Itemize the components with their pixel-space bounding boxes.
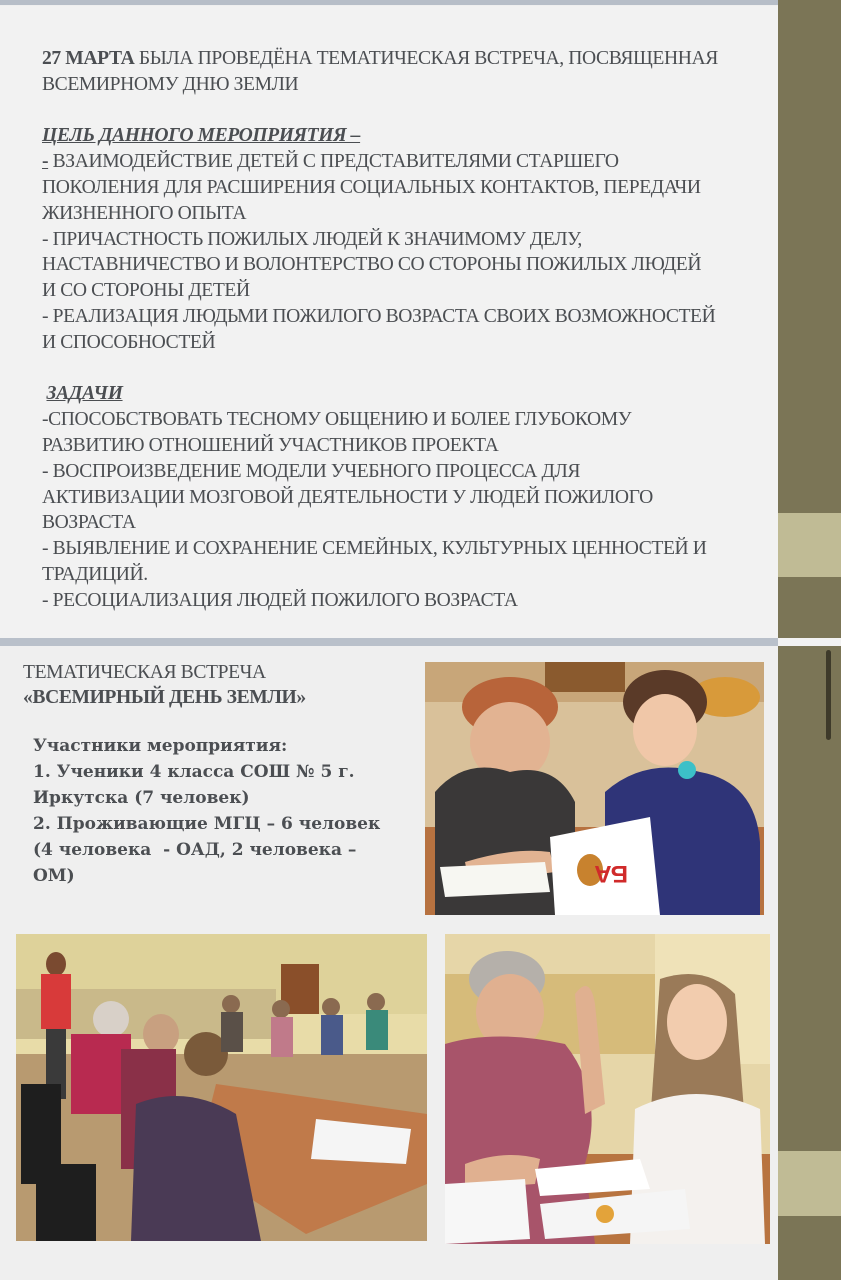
goal-line-5: И СО СТОРОНЫ ДЕТЕЙ [42, 280, 250, 302]
task-line-4: ВОЗРАСТА [42, 512, 136, 534]
event-title [23, 660, 413, 710]
photo-group-tables [16, 934, 427, 1241]
participants-line-2: Иркутска (7 человек) [33, 788, 250, 808]
task-line-6: ТРАДИЦИЙ. [42, 563, 148, 585]
top-rule [0, 0, 778, 5]
task-line-5: - ВЫЯВЛЕНИЕ И СОХРАНЕНИЕ СЕМЕЙНЫХ, КУЛЬТУРНЫХ ЦЕННОСТЕЙ И [42, 538, 707, 560]
side-band-lower [778, 1151, 841, 1216]
intro-line-1 [42, 46, 762, 72]
goal-line-2: ЖИЗНЕННОГО ОПЫТА [42, 202, 247, 224]
participants-line-3: 2. Проживающие МГЦ – 6 человек [33, 814, 381, 834]
goal-line-7: И СПОСОБНОСТЕЙ [42, 331, 216, 353]
top-text-block [42, 46, 762, 614]
participants-line-1: 1. Ученики 4 класса СОШ № 5 г. [33, 762, 355, 782]
task-line-7: - РЕСОЦИАЛИЗАЦИЯ ЛЮДЕЙ ПОЖИЛОГО ВОЗРАСТА [42, 589, 518, 611]
task-line-3: АКТИВИЗАЦИИ МОЗГОВОЙ ДЕЯТЕЛЬНОСТИ У ЛЮДЕЙ ПОЖИЛОГО [42, 486, 653, 508]
goal-line-6: - РЕАЛИЗАЦИЯ ЛЮДЬМИ ПОЖИЛОГО ВОЗРАСТА СВОИХ ВОЗМОЖНОСТЕЙ [42, 305, 716, 327]
photo-raised-hand [445, 934, 770, 1244]
task-line-0: -СПОСОБСТВОВАТЬ ТЕСНОМУ ОБЩЕНИЮ И БОЛЕЕ ГЛУБОКОМУ [42, 409, 632, 431]
tasks-heading-text: ЗАДАЧИ [46, 383, 123, 405]
goal-line-0 [42, 149, 762, 175]
participants-block [33, 733, 413, 889]
section-divider [0, 638, 778, 646]
photo-card-reading [425, 662, 764, 915]
participants-line-0: Участники мероприятия: [33, 736, 288, 756]
scrollbar-thumb[interactable] [826, 650, 831, 740]
goal-line-4: НАСТАВНИЧЕСТВО И ВОЛОНТЕРСТВО СО СТОРОНЫ ПОЖИЛЫХ ЛЮДЕЙ [42, 254, 702, 276]
intro-line-2: ВСЕМИРНОМУ ДНЮ ЗЕМЛИ [42, 73, 299, 95]
intro-date: 27 МАРТА [42, 48, 135, 69]
intro-rest: БЫЛА ПРОВЕДЁНА ТЕМАТИЧЕСКАЯ ВСТРЕЧА, ПОСВЯЩЕННАЯ [134, 48, 718, 69]
goal-line-1: ПОКОЛЕНИЯ ДЛЯ РАСШИРЕНИЯ СОЦИАЛЬНЫХ КОНТАКТОВ, ПЕРЕДАЧИ [42, 176, 701, 198]
goal-heading: ЦЕЛЬ ДАННОГО МЕРОПРИЯТИЯ – [42, 125, 361, 147]
participants-line-4: (4 человека - ОАД, 2 человека – [33, 840, 357, 860]
section-divider-side [778, 638, 841, 646]
goal-line-3: - ПРИЧАСТНОСТЬ ПОЖИЛЫХ ЛЮДЕЙ К ЗНАЧИМОМУ ДЕЛУ, [42, 228, 582, 250]
tasks-heading [42, 381, 762, 407]
goal-line-0-text: ВЗАИМОДЕЙСТВИЕ ДЕТЕЙ С ПРЕДСТАВИТЕЛЯМИ СТАРШЕГО [48, 151, 619, 173]
participants-line-5: ОМ) [33, 866, 75, 886]
card-letters: БА [594, 860, 628, 887]
event-title-line-1: ТЕМАТИЧЕСКАЯ ВСТРЕЧА [23, 662, 266, 683]
event-title-line-2: «ВСЕМИРНЫЙ ДЕНЬ ЗЕМЛИ» [23, 687, 306, 708]
goal-first-dash: - [42, 151, 49, 173]
task-line-1: РАЗВИТИЮ ОТНОШЕНИЙ УЧАСТНИКОВ ПРОЕКТА [42, 434, 499, 456]
side-band-upper [778, 513, 841, 577]
task-line-2: - ВОСПРОИЗВЕДЕНИЕ МОДЕЛИ УЧЕБНОГО ПРОЦЕССА ДЛЯ [42, 460, 581, 482]
